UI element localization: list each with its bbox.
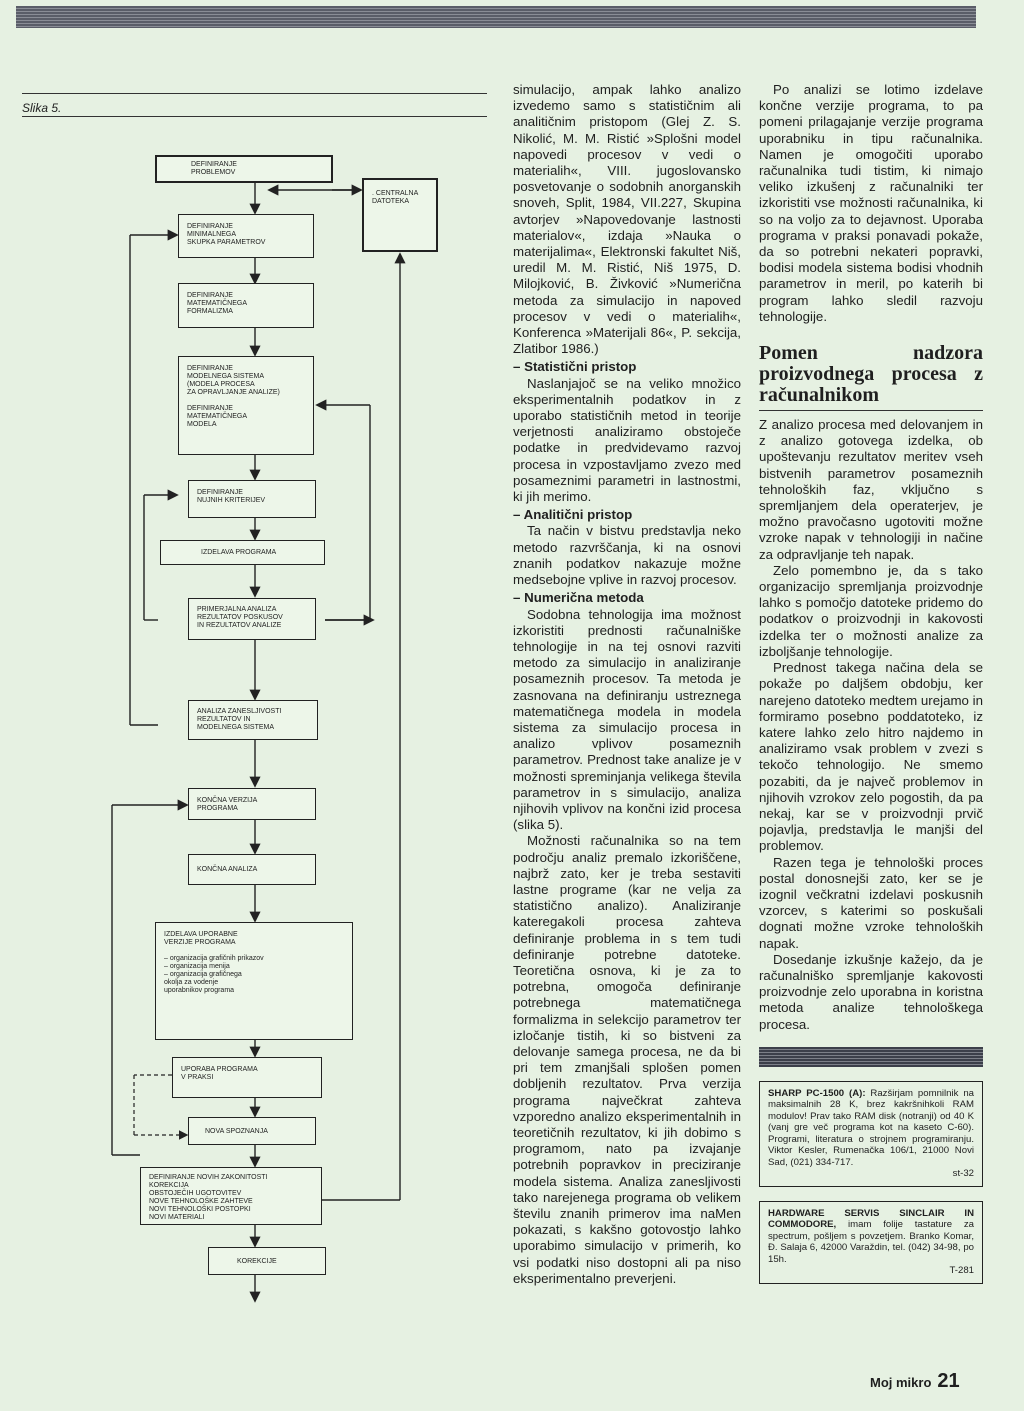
box-uporabne-verzije: IZDELAVA UPORABNE VERZIJE PROGRAMA – organizacija grafičnih prikazov – organizacija menija – organizacija grafičnega okolja za vodenje uporabnikov programa [155,922,353,1040]
paragraph-dosedanje: Dosedanje izkušnje kažejo, da je računalniško spremljanje kakovosti proizvodnje zelo uporabna in koristna metoda analize tehnološkega procesa. [759,951,983,1032]
ads-decorative-bar [759,1047,983,1067]
paragraph-zelo-pomembno: Zelo pomembno je, da s tako organizacijo spremljanja proizvodnje lahko s pomočjo datoteke pridemo do podatkov o proizvodnji in kakovosti izdelka ter o možnosti analize za izboljšanje tehnologije. [759,562,983,659]
box-nove-zakonitosti: DEFINIRANJE NOVIH ZAKONITOSTI KOREKCIJA OBSTOJEČIH UGOTOVITEV NOVE TEHNOLOŠKE ZAHTEVE NOVI TEHNOLOŠKI POSTOPKI NOVI MATERIALI [140,1167,322,1225]
paragraph-analiza-procesa: Z analizo procesa med delovanjem in z analizo gotovega izdelka, ob upoštevanju rezultatov meritev vseh bistvenih parametrov posameznih tehnoloških faz, vključno s spremljanjem dela operaterjev, je možno pravočasno ugotoviti možne vzroke napak v tehnologiji in načine za odpravljanje teh napak. [759,417,983,562]
heading-rule [759,410,983,411]
box-matematicnega-formalizma: DEFINIRANJE MATEMATIČNEGA FORMALIZMA [178,283,314,328]
page-footer [870,1370,960,1393]
classified-ad-hardware [759,1201,983,1284]
box-analiza-zanesljivosti: ANALIZA ZANESLJIVOSTI REZULTATOV IN MODELNEGA SISTEMA [188,700,318,740]
paragraph-razen-tega: Razen tega je tehnološki proces postal donosnejši zato, ker se je izognil večkratni izdelavi poskusnih vzorcev, s katerimi so poskušali dognati možne vzroke tehnoloških napak. [759,854,983,951]
box-koncna-analiza: KONČNA ANALIZA [188,854,316,885]
ad-sharp-code: st-32 [952,1168,974,1180]
section-heading: Pomen nadzora proizvodnega procesa z računalnikom [759,342,983,407]
ad-sharp-body: Razširjam pomnilnik na maksimalnih 28 K, brez kakršnihkoli RAM modulov! Prav tako RAM disk (notranji) od 40 K (vanj gre več programa kot na kaseto C-60). Programi, literatura o strojnem programiranju. Viktor Kesler, Rumenačka 106/1, 21000 Novi Sad, (021) 334-717. [768,1087,974,1168]
paragraph-moznosti: Možnosti računalnika so na tem področju analiz premalo izkoriščene, najbrž zato, ker je treba sestaviti lastne programe (kar ne velja za statistično analizo). Analiziranje kateregakoli procesa zahteva definiranje problema in s tem tudi definiranje potrebne datoteke. Teoretična osnova, ki je za to potrebna, omogoča definiranje potrebnega matematičnega formalizma in selekcijo parametrov ter izločanje tistih, ki so bistveni za delovanje samega procesa, ne da bi pri tem zmanjšali splošen pomen dobljenih rezultatov. Prva verzija programa največkrat zahteva vzporedno analizo eksperimentalnih in teoretičnih rezultatov, ki jih dobimo s programom, nato pa izvajanje potrebnih popravkov in preciziranje modela sistema. Analiza zanesljivosti tako narejenega programa ob velikem številu znanih primerov ima naMen pokazati, s kakšno gotovostjo lahko uporabimo simulacijo v primerih, ko vsi podatki niso dostopni ali pa niso eksperimentalno preverjeni. [513,833,741,1286]
ad-hardware-code: T-281 [949,1265,974,1277]
ad-sharp-title: SHARP PC-1500 (A): [768,1087,866,1099]
article-column-middle [513,82,741,1287]
box-uporaba-v-praksi: UPORABA PROGRAMA V PRAKSI [172,1057,322,1098]
top-decorative-bar [16,6,976,28]
subheading-numericna: – Numerična metoda [513,590,644,606]
paragraph-references: simulacijo, ampak lahko analizo izvedemo samo s statističnim ali analitičnim pristopom (Glej Z. S. Nikolić, M. M. Ristić »Splošni model napovedi procesov v vedi o materialih«, VIII. jugoslovansko posvetovanje o sodobnih anorganskih snoveh, Split, 1984, VII.227, Skupina avtorjev »Napovedovanje lastnosti materialov«, izdaja »Nauka o materijalima«, Elektronski fakultet Niš, uredil M. M. Ristić, Niš 1975, D. Milojković, B. Živković »Numerična metoda za simulacijo in napoved procesov v vedi o materialih«, Konferenca »Materijali 86«, P. sekcija, Zlatibor 1986.) [513,82,741,357]
flowchart [100,140,480,1310]
figure-top-rule [22,93,487,94]
page-number: 21 [937,1370,960,1392]
ad-hardware-body: imam folije tastature za spectrum, pošljem s povzetjem. Branko Komar, Đ. Salaja 6, 42000 Varaždin, tel. (042) 34-98, po 15h. [768,1219,974,1265]
subheading-analiticni: – Analitični pristop [513,507,633,523]
box-centralna-datoteka: . CENTRALNA DATOTEKA [362,178,438,252]
paragraph-analiticni: Ta način v bistvu predstavlja neko metodo razvrščanja, ki na osnovi znanih podatkov nakazuje možne medsebojne vplive in razvoj procesov. [513,523,741,588]
figure-label: Slika 5. [22,101,62,115]
magazine-name: Moj mikro [870,1375,932,1390]
box-minimalnega-skupka: DEFINIRANJE MINIMALNEGA SKUPKA PARAMETROV [178,214,314,258]
paragraph-statisticni: Naslanjajoč se na veliko množico eksperimentalnih podatkov in z uporabo statističnih metod in teorije verjetnosti analiziramo obstoječe podatke in predvidevamo razvoj procesa in vzpostavljamo zvezo med posameznimi parametri in lastnostmi, ki jih merimo. [513,375,741,505]
box-modelnega-sistema: DEFINIRANJE MODELNEGA SISTEMA (MODELA PROCESA ZA OPRAVLJANJE ANALIZE) DEFINIRANJE MATEMATIČNEGA MODELA [178,356,314,455]
classified-ad-sharp [759,1081,983,1187]
paragraph-prednost: Prednost takega načina dela se pokaže po daljšem obdobju, ker narejeno datoteko medtem urejamo in formiramo posebno poddatoteko, iz katere lahko zelo hitro najdemo in analiziramo vsak problem v zvezi s tekočo tehnologijo. Ne smemo pozabiti, da je največ problemov in njihovih vzrokov zelo pogostih, da pa nekaj, kar se v proizvodnji prvič pojavlja, predstavlja le manjši del problemov. [759,660,983,854]
subheading-statisticni: – Statistični pristop [513,359,637,375]
ad-hardware-title: HARDWARE SERVIS SINCLAIR IN COMMODORE, [768,1207,974,1231]
box-nujnih-kriterijev: DEFINIRANJE NUJNIH KRITERIJEV [188,480,316,518]
box-primerjalna-analiza: PRIMERJALNA ANALIZA REZULTATOV POSKUSOV IN REZULTATOV ANALIZE [188,598,316,640]
figure-caption-rule [22,116,487,117]
article-column-right [759,82,983,1298]
paragraph-koncna-verzija: Po analizi se lotimo izdelave končne verzije programa, to pa pomeni prilagajanje verzije programa uporabniku in tipu računalnika. Namen je omogočiti uporabo računalnika tudi tistim, ki nimajo veliko izkušenj z računalniki ter izkoristiti vse možnosti računalnika, ki so na voljo za to dejavnost. Uporaba programa v praksi ponavadi pokaže, da so potrebni nekateri popravki, bodisi modela sistema bodisi vhodnih parametrov in meril, po katerih bi program lahko sledil razvoju tehnologije. [759,82,983,324]
box-izdelava-programa: IZDELAVA PROGRAMA [160,540,325,565]
box-nova-spoznanja: NOVA SPOZNANJA [188,1117,316,1145]
paragraph-numericna: Sodobna tehnologija ima možnost izkoristiti prednosti računalniške tehnologije in na tej osnovi razviti metodo za simulacijo in analiziranje posameznih procesov. Ta metoda je zasnovana na definiranju ustreznega matematičnega modela in modela sistema za simulacijo procesa in analizo vplivov posameznih parametrov. Prednost take analize je v možnosti spreminjanja velikega števila parametrov in s simulacijo, analiza njihovih vplivov na končni izid procesa (slika 5). [513,606,741,833]
box-koncna-verzija: KONČNA VERZIJA PROGRAMA [188,788,316,820]
box-definiranje-problemov: DEFINIRANJE PROBLEMOV [155,155,333,183]
box-korekcije: KOREKCIJE [208,1247,326,1275]
